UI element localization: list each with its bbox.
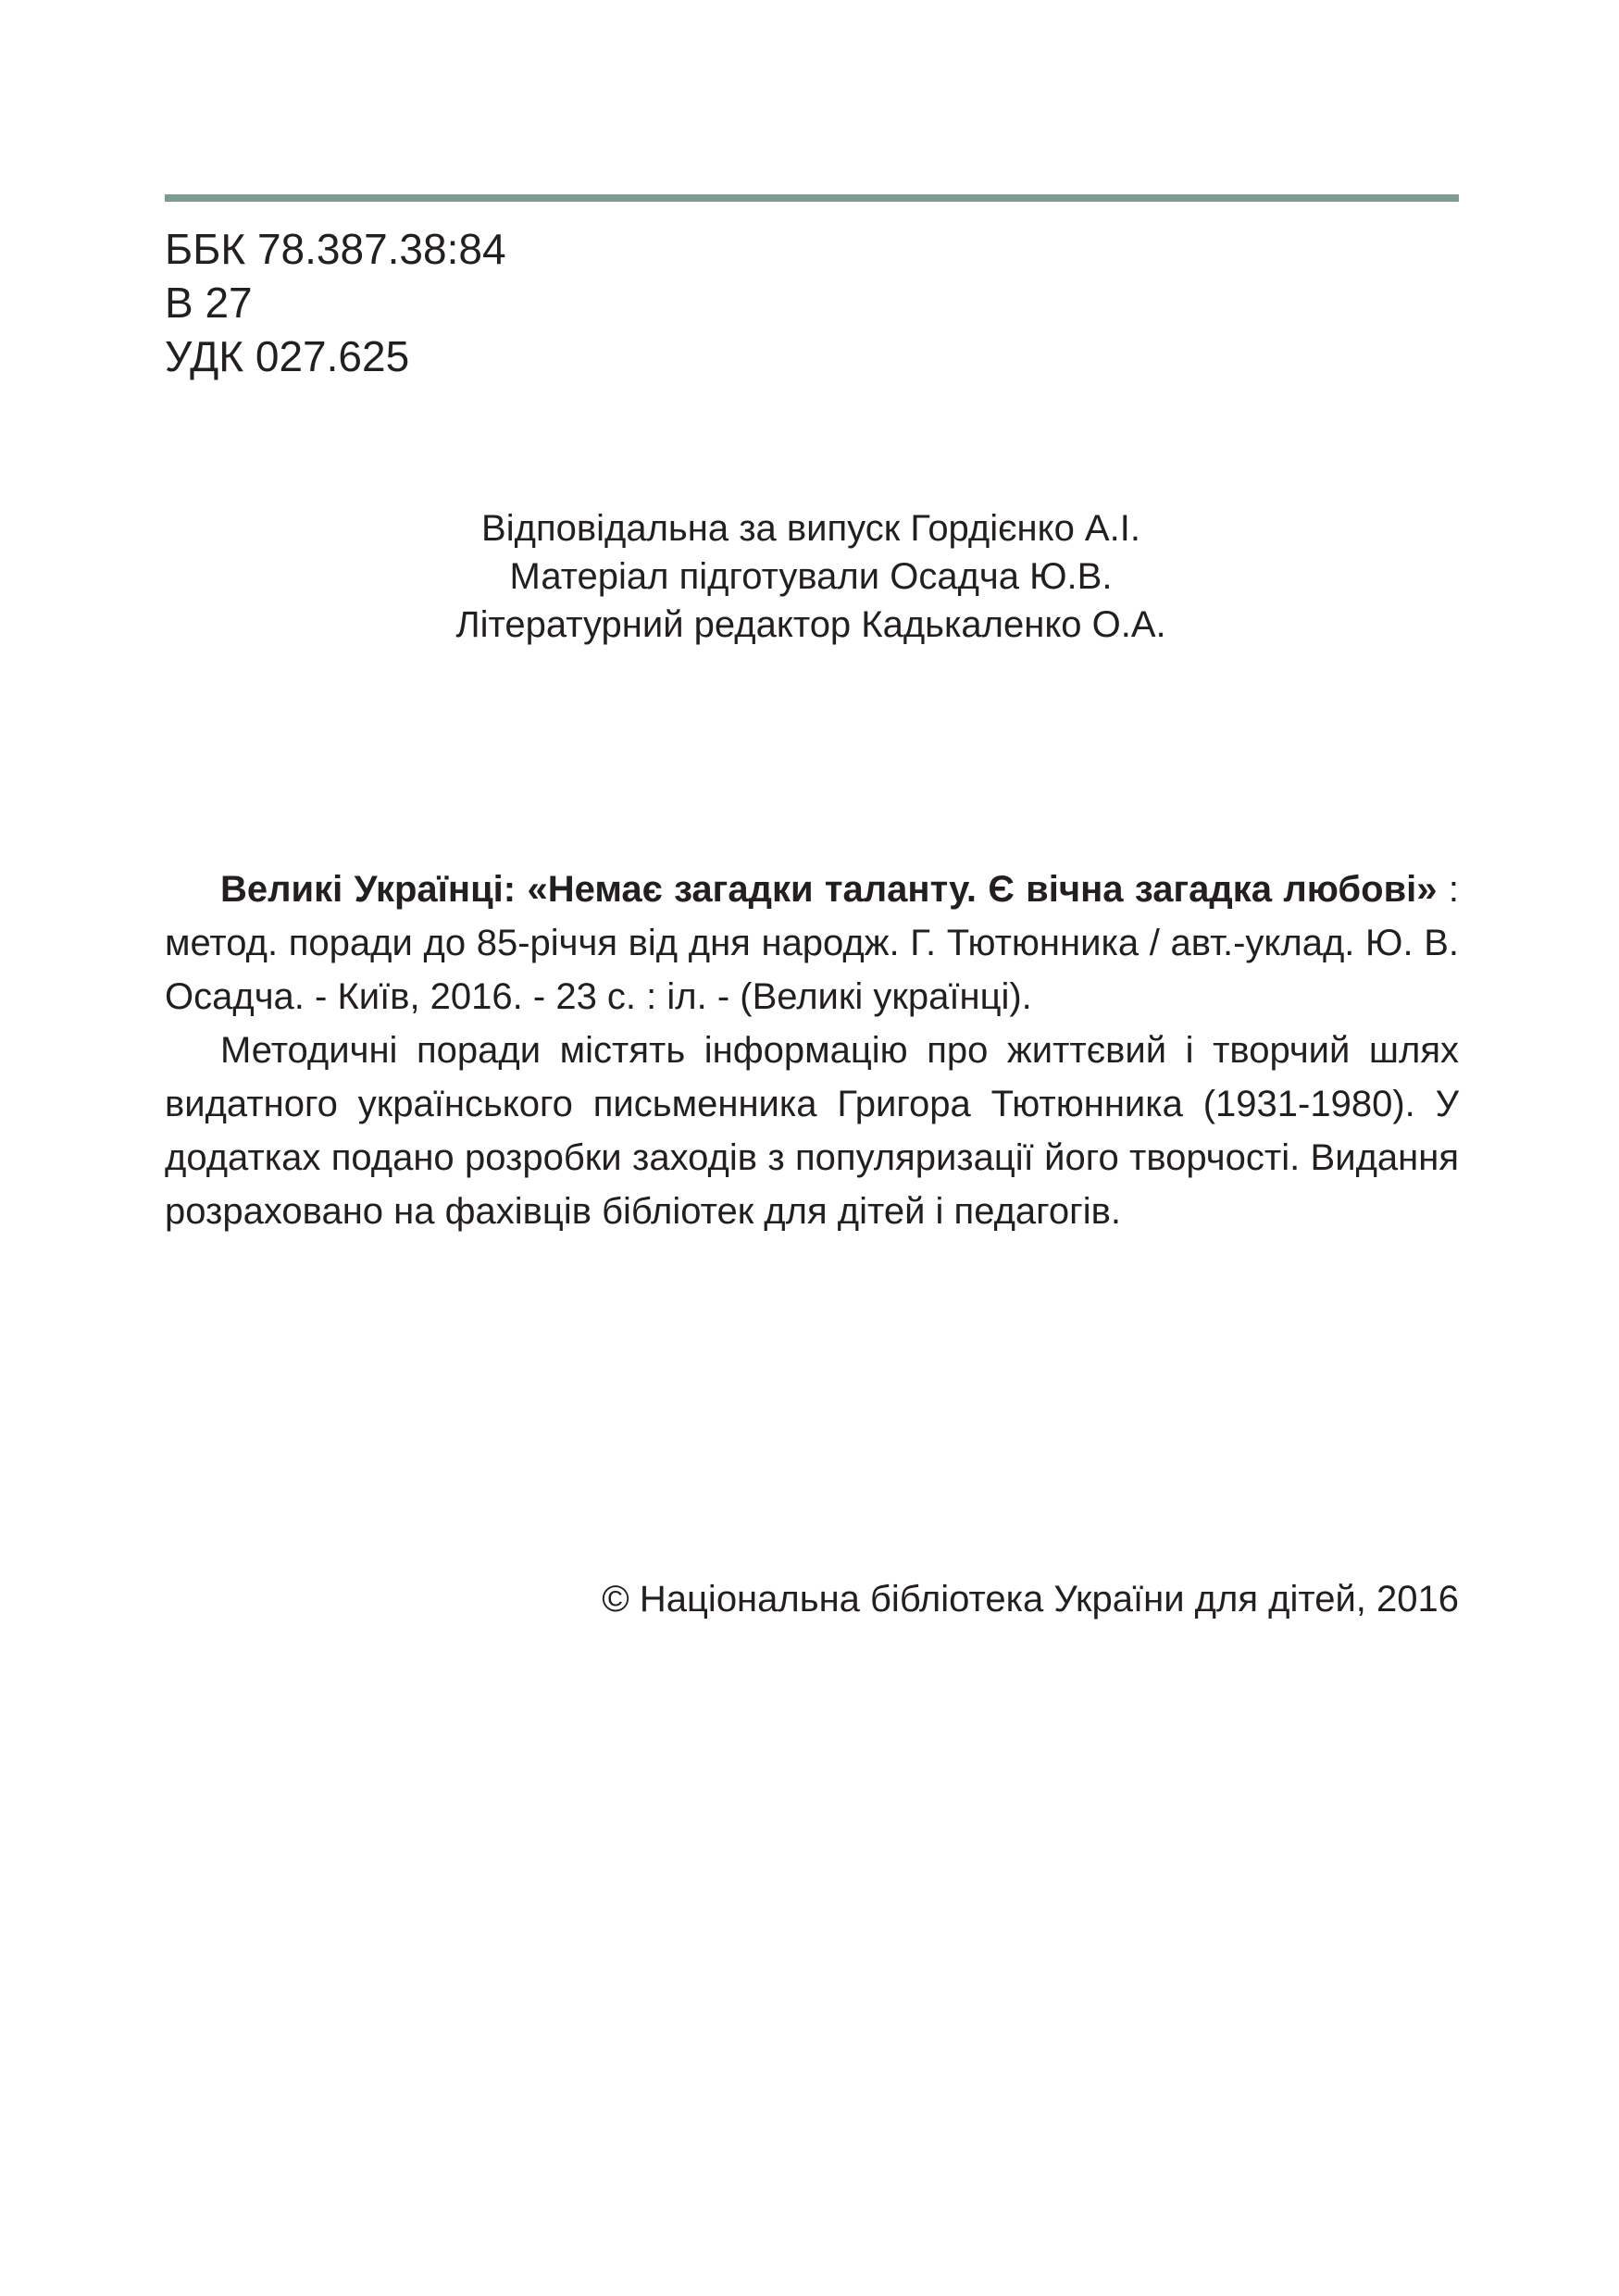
annotation-block [165, 863, 1459, 1238]
top-rule [165, 194, 1459, 202]
editor-line: Літературний редактор Кадькаленко О.А. [455, 604, 1166, 645]
bibliographic-record [165, 863, 1459, 1024]
bbk-code: ББК 78.387.38:84 [165, 225, 506, 273]
copyright-notice: © Національна бібліотека України для дітей, 2016 [602, 1579, 1459, 1620]
book-title: Великі Українці: «Немає загадки таланту. Є вічна загадка любові» [220, 869, 1438, 910]
classification-codes [165, 222, 506, 383]
responsible-line: Відповідальна за випуск Гордієнко А.І. [481, 508, 1140, 549]
credits-block [333, 504, 1289, 649]
author-mark: В 27 [165, 279, 253, 327]
prepared-line: Матеріал підготували Осадча Ю.В. [509, 556, 1113, 597]
book-description: : метод. поради до 85-річчя від дня народж. Г. Тютюнника / авт.-уклад. Ю. В. Осадча. - Київ, 2016. - 23 с. : іл. - (Великі українці). [165, 869, 1459, 1017]
udk-code: УДК 027.625 [165, 332, 410, 380]
abstract-paragraph: Методичні поради містять інформацію про життєвий і творчий шлях видатного українського письменника Григора Тютюнника (1931-1980). У додатках подано розробки заходів з популяризації його творчості. Видання розраховано на фахівців бібліотек для дітей і педагогів. [165, 1030, 1459, 1232]
